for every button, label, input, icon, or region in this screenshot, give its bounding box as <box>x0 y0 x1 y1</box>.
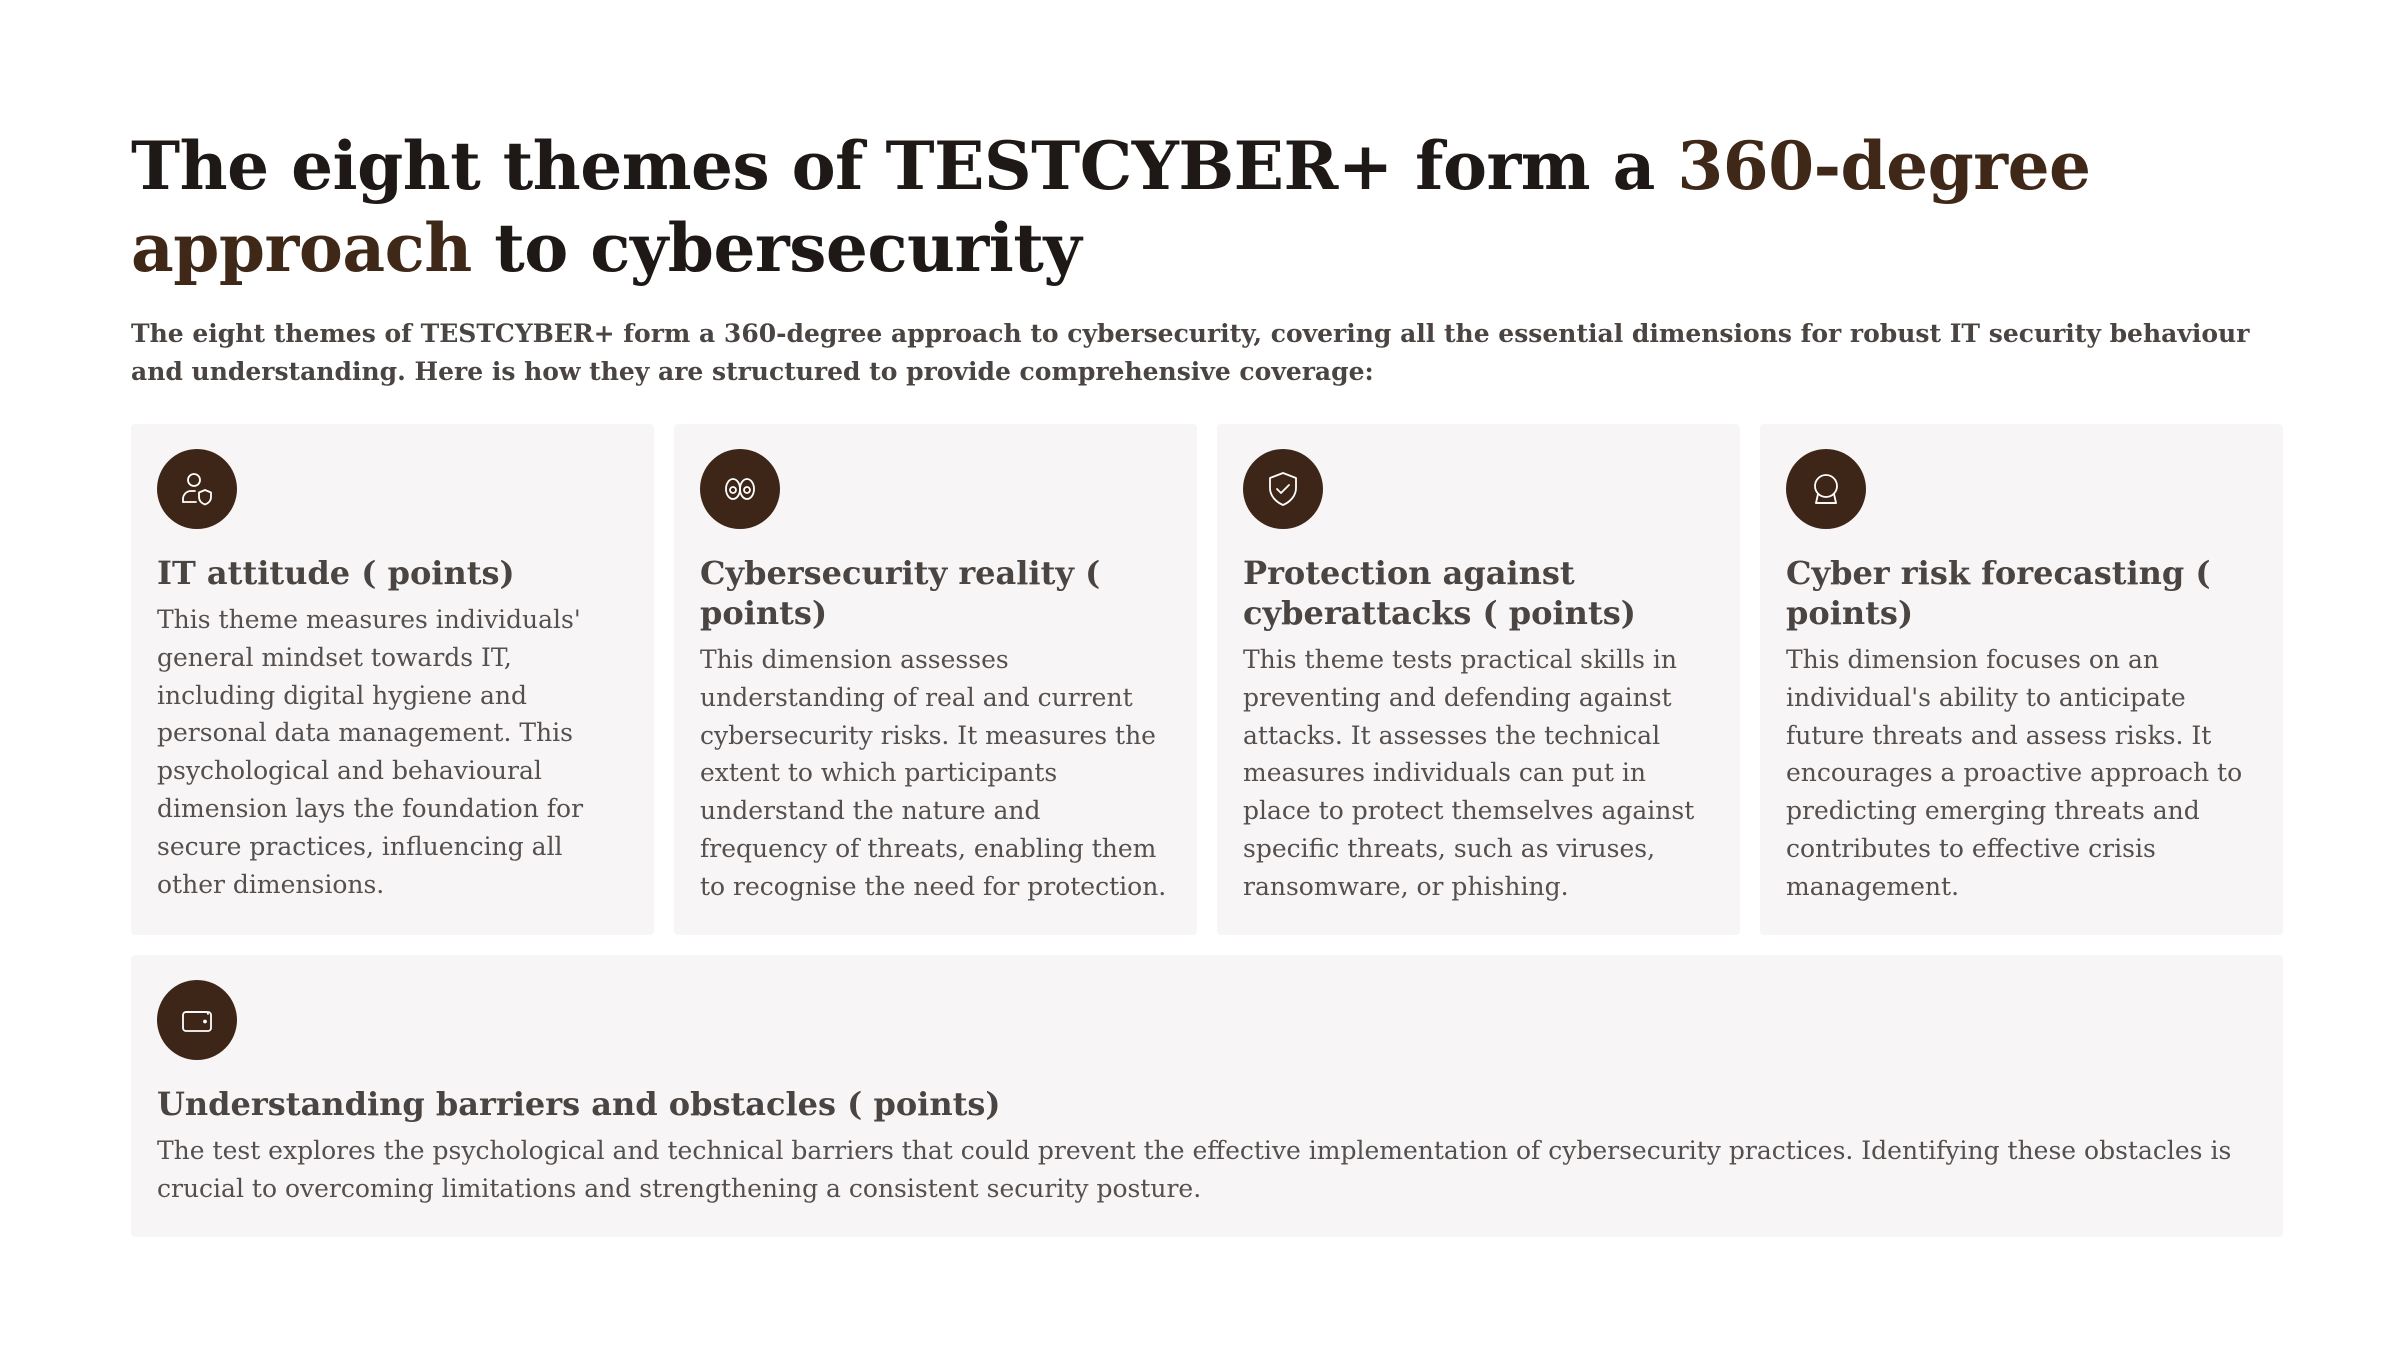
title-part-2: to cybersecurity <box>471 209 1082 287</box>
card-text: This dimension assesses understanding of real and current cybersecurity risks. It measures the extent to which participants understand the nature and frequency of threats, enabling them to recognise the need for protection. <box>700 645 1167 901</box>
page-title <box>131 125 2283 289</box>
card-text: The test explores the psychological and technical barriers that could prevent the effective implementation of cybersecurity practices. Identifying these obstacles is crucial to overcoming limitations and strengthening a consistent security posture. <box>157 1136 2232 1203</box>
shield-check-icon <box>1243 449 1323 529</box>
card-title: Cybersecurity reality ( points) <box>700 554 1101 632</box>
intro-paragraph: The eight themes of TESTCYBER+ form a 360-degree approach to cybersecurity, covering all the essential dimensions for robust IT security behaviour and understanding. Here is how they are structured to provide comprehensive coverage: <box>131 319 2250 386</box>
slide <box>131 125 2283 391</box>
card-title: Cyber risk forecasting ( points) <box>1786 554 2211 632</box>
card-text: This theme tests practical skills in preventing and defending against attacks. It assesses the technical measures individuals can put in place to protect themselves against specific threats, such as viruses, ransomware, or phishing. <box>1243 645 1695 901</box>
card-text: This dimension focuses on an individual's ability to anticipate future threats and assess risks. It encourages a proactive approach to predicting emerging threats and contributes to effective crisis management. <box>1786 645 2243 901</box>
theme-card-it-attitude <box>131 424 654 935</box>
card-title: IT attitude ( points) <box>157 554 515 592</box>
theme-card-cybersecurity-reality <box>674 424 1197 935</box>
card-title: Understanding barriers and obstacles ( points) <box>157 1085 1001 1123</box>
title-part-1: The eight themes of TESTCYBER+ form a <box>131 127 1678 205</box>
card-text: This theme measures individuals' general mindset towards IT, including digital hygiene and personal data management. This psychological and behavioural dimension lays the foundation for secure practices, influencing all other dimensions. <box>157 605 584 899</box>
wallet-icon <box>157 980 237 1060</box>
theme-card-barriers <box>131 955 2283 1237</box>
eyes-icon <box>700 449 780 529</box>
card-title: Protection against cyberattacks ( points) <box>1243 554 1636 632</box>
user-shield-icon <box>157 449 237 529</box>
crystal-ball-icon <box>1786 449 1866 529</box>
theme-card-risk-forecasting <box>1760 424 2283 935</box>
theme-card-protection <box>1217 424 1740 935</box>
title-accent: 360-degree approach <box>131 127 2091 287</box>
